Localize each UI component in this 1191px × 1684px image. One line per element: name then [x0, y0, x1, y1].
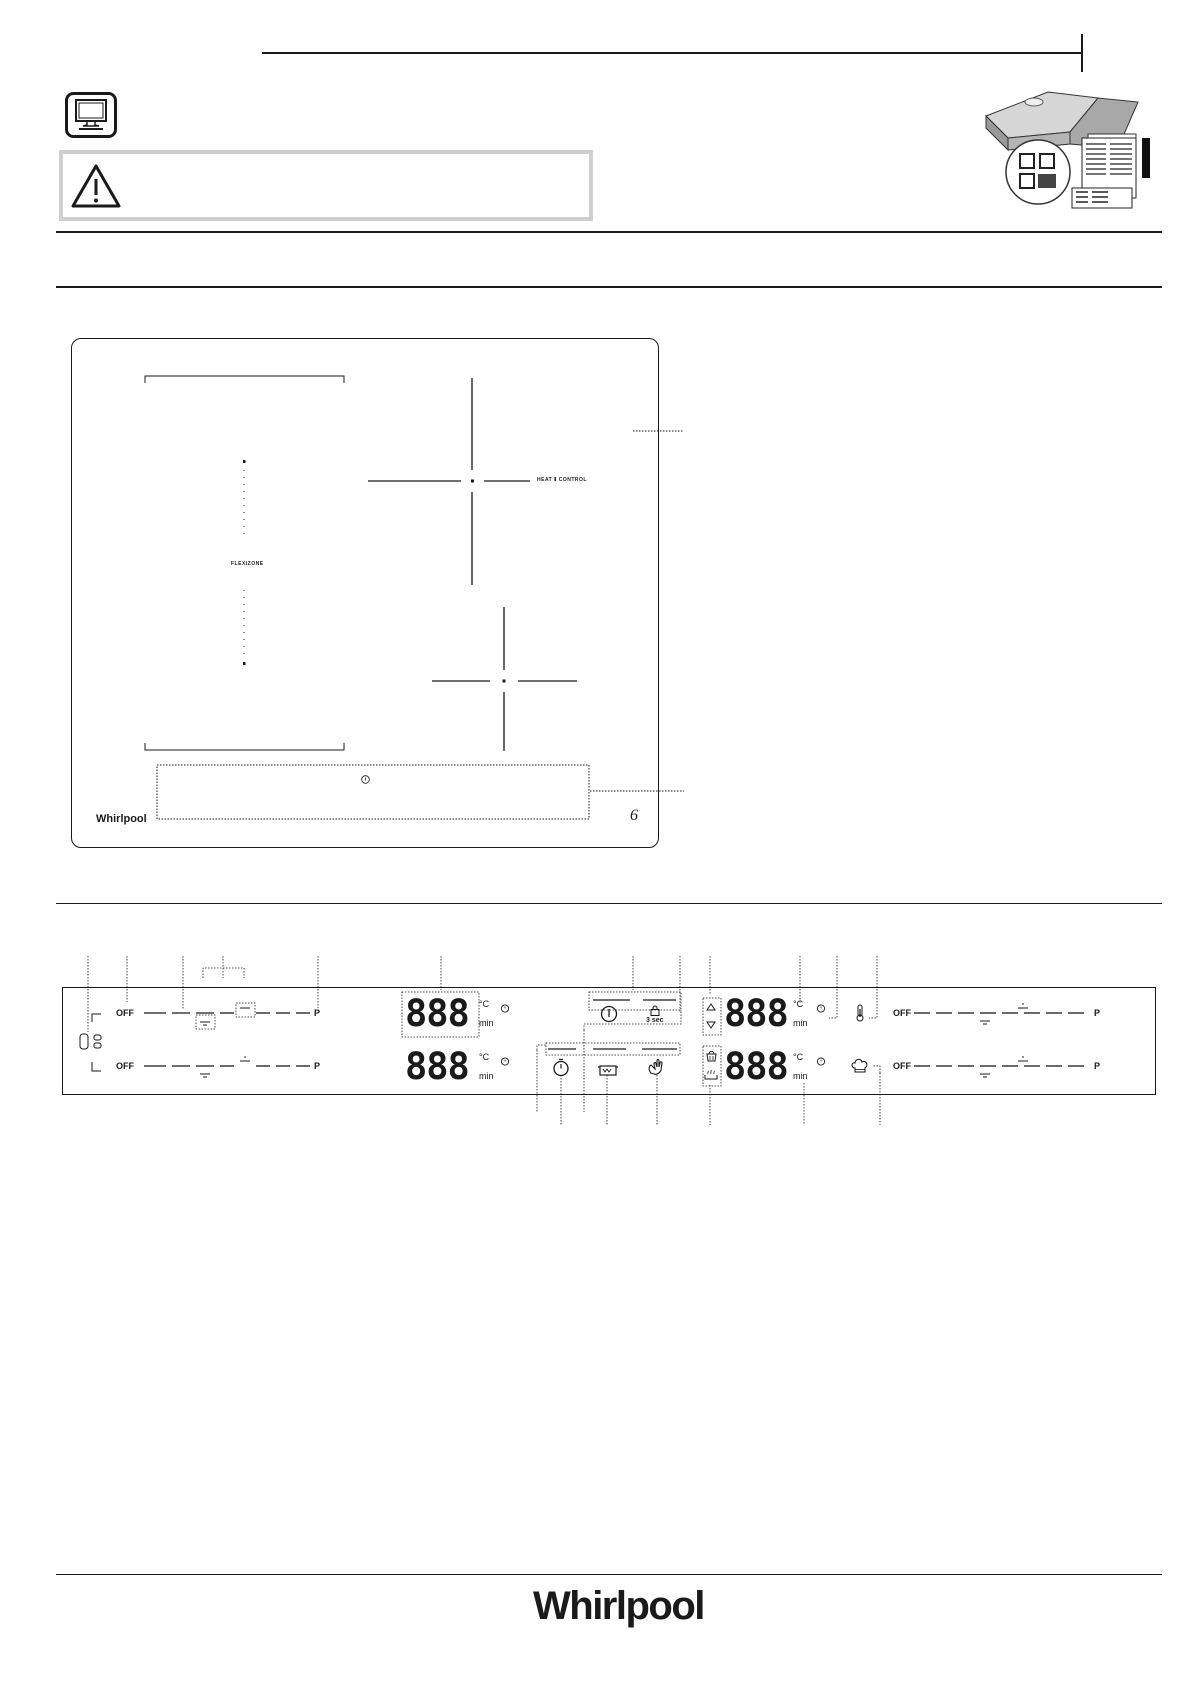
chef-hat-icon[interactable] — [851, 1058, 869, 1074]
boil-icon[interactable] — [704, 1069, 718, 1081]
heat-control-label: HEAT ⦀ CONTROL — [537, 477, 587, 483]
arrow-down-icon[interactable] — [706, 1021, 716, 1029]
unit-celsius: °C — [479, 1052, 490, 1062]
pan-icon[interactable] — [598, 1062, 618, 1076]
p-label-left-bottom: P — [314, 1061, 321, 1071]
footer-rule — [56, 1574, 1162, 1575]
display-digits-left-bottom: 888 — [405, 1045, 469, 1088]
p-label-left-top: P — [314, 1008, 321, 1018]
p-label-right-bottom: P — [1094, 1061, 1101, 1071]
unit-celsius: °C — [479, 999, 490, 1009]
clock-icon — [816, 1003, 826, 1013]
thermometer-icon[interactable] — [855, 1004, 865, 1022]
sixth-sense-logo: 6 — [630, 807, 638, 824]
off-label-left-top: OFF — [116, 1008, 134, 1018]
footer-brand-logo: Whirlpool — [533, 1584, 704, 1628]
p-label-right-top: P — [1094, 1008, 1101, 1018]
hob-brand-logo: Whirlpool — [96, 813, 147, 825]
arrow-up-icon[interactable] — [706, 1003, 716, 1011]
lock-duration-label: 3 sec — [646, 1017, 664, 1024]
unit-min: min — [793, 1018, 808, 1028]
lock-icon[interactable] — [650, 1005, 660, 1016]
unit-celsius: °C — [793, 1052, 804, 1062]
power-icon[interactable] — [600, 1005, 618, 1023]
unit-min: min — [479, 1018, 494, 1028]
flexizone-label: FLEXIZONE — [231, 561, 264, 567]
clock-icon — [816, 1056, 826, 1066]
clock-icon — [500, 1056, 510, 1066]
timer-icon[interactable] — [552, 1058, 570, 1077]
hand-icon[interactable] — [647, 1058, 665, 1076]
unit-min: min — [793, 1071, 808, 1081]
off-label-right-top: OFF — [893, 1008, 911, 1018]
basket-icon[interactable] — [705, 1049, 718, 1062]
off-label-left-bottom: OFF — [116, 1061, 134, 1071]
display-digits-right-bottom: 888 — [724, 1045, 788, 1088]
unit-celsius: °C — [793, 999, 804, 1009]
display-digits-left-top: 888 — [405, 992, 469, 1035]
clock-icon — [500, 1003, 510, 1013]
display-digits-right-top: 888 — [724, 992, 788, 1035]
off-label-right-bottom: OFF — [893, 1061, 911, 1071]
unit-min: min — [479, 1071, 494, 1081]
